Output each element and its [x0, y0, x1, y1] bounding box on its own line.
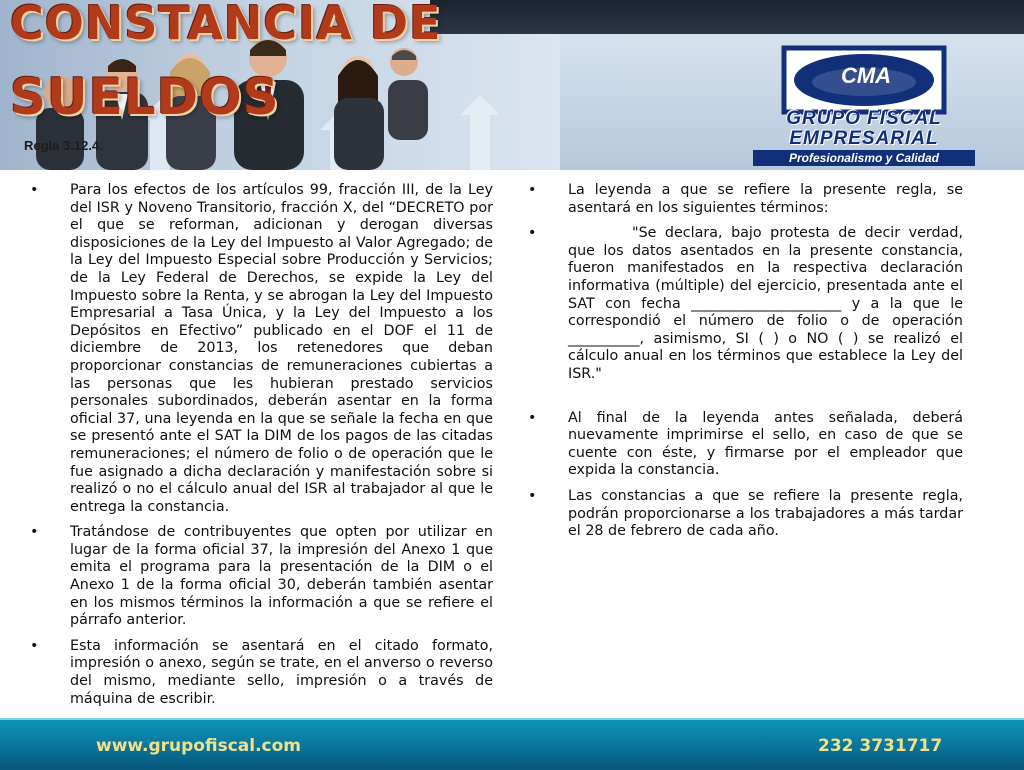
rule-reference: Regla 3.12.4. — [24, 138, 103, 153]
logo-tagline: Profesionalismo y Calidad — [753, 150, 975, 166]
bullet: • — [30, 524, 39, 541]
list-item — [30, 638, 493, 708]
bullet: • — [528, 487, 537, 504]
paragraph-text: Al final de la leyenda antes señalada, deberá nuevamente imprimirse el sello, en caso de que se cuente con éste, y firmarse por el empleador que expida la constancia. — [568, 409, 963, 479]
bullet: • — [528, 182, 537, 198]
logo-line-1: GRUPO FISCAL — [786, 108, 942, 129]
logo-mark: CMA — [840, 63, 892, 88]
title-line-1: CONSTANCIA DE — [10, 0, 442, 50]
website-link[interactable]: www.grupofiscal.com — [96, 736, 302, 756]
footer-bar — [0, 718, 1024, 770]
paragraph-text: La leyenda a que se refiere la presente regla, se asentará en los siguientes términos: — [568, 182, 963, 216]
paragraph-text: Tratándose de contribuyentes que opten por utilizar en lugar de la forma oficial 37, la impresión del Anexo 1 que emita el programa para la presentación de la DIM o el Anexo 1 de la forma oficial 30, deberán también asentar en los mismos términos la información a que se refiere el párrafo anterior. — [70, 524, 493, 629]
phone-number: 232 3731717 — [818, 736, 943, 756]
bullet: • — [528, 409, 537, 426]
paragraph-text: Para los efectos de los artículos 99, fracción III, de la Ley del ISR y Noveno Transitorio, fracción X, del “DECRETO por el que se reforman, adicionan y derogan diversas disposiciones de la Ley del Impuesto al Valor Agregado; de la Ley del Impuesto Especial sobre Producción y Servicios; de la Ley Federal de Derechos, se expide la Ley del Impuesto sobre la Renta, y se abrogan la Ley del Impuesto Empresarial a Tasa Única, y la Ley del Impuesto a los Depósitos en Efectivo” publicado en el DOF el 11 de diciembre de 2013, los retenedores que deban proporcionar constancias de remuneraciones cubiertas a las personas que les hubieran prestado servicios personales subordinados, deberán asentar en la forma oficial 37, una leyenda en la que se señale la fecha en que se presentó ante el SAT la DIM de los pagos de las citadas remuneraciones; el número de folio o de operación que le fue asignado a dicha declaración y manifestación sobre si realizó o no el cálculo anual del ISR al trabajador al que le entrega la constancia. — [70, 182, 493, 515]
bullet: • — [528, 225, 537, 242]
list-item — [30, 182, 493, 516]
list-item — [528, 488, 963, 541]
header-banner — [0, 0, 1024, 170]
paragraph-text: Las constancias a que se refiere la presente regla, podrán proporcionarse a los trabajadores a más tardar el 28 de febrero de cada año. — [568, 487, 963, 540]
left-column — [30, 182, 493, 716]
company-logo — [738, 44, 990, 168]
page-title — [10, 0, 442, 126]
title-line-2: SUELDOS — [10, 68, 280, 126]
legend-quote-text: "Se declara, bajo protesta de decir verdad, que los datos asentados en la presente constancia, fueron manifestados en la respectiva declaración informativa (múltiple) del ejercicio, presentada ante el SAT con fecha _____________________ y a la que le correspondió el número de folio o de operación __________, asimismo, SI ( ) o NO ( ) se realizó el cálculo anual en los términos que establece la Ley del ISR." — [568, 225, 963, 382]
list-item — [30, 524, 493, 630]
list-item — [528, 182, 963, 217]
right-column — [528, 182, 963, 549]
header-dark-bar — [430, 0, 1024, 34]
bullet: • — [30, 637, 39, 654]
logo-line-2: EMPRESARIAL — [789, 128, 939, 149]
paragraph-text: Esta información se asentará en el citado formato, impresión o anexo, según se trate, en el anverso o reverso del mismo, mediante sello, impresión o a través de máquina de escribir. — [70, 637, 493, 707]
list-item — [528, 410, 963, 480]
bullet: • — [30, 182, 39, 198]
list-item — [528, 225, 963, 383]
